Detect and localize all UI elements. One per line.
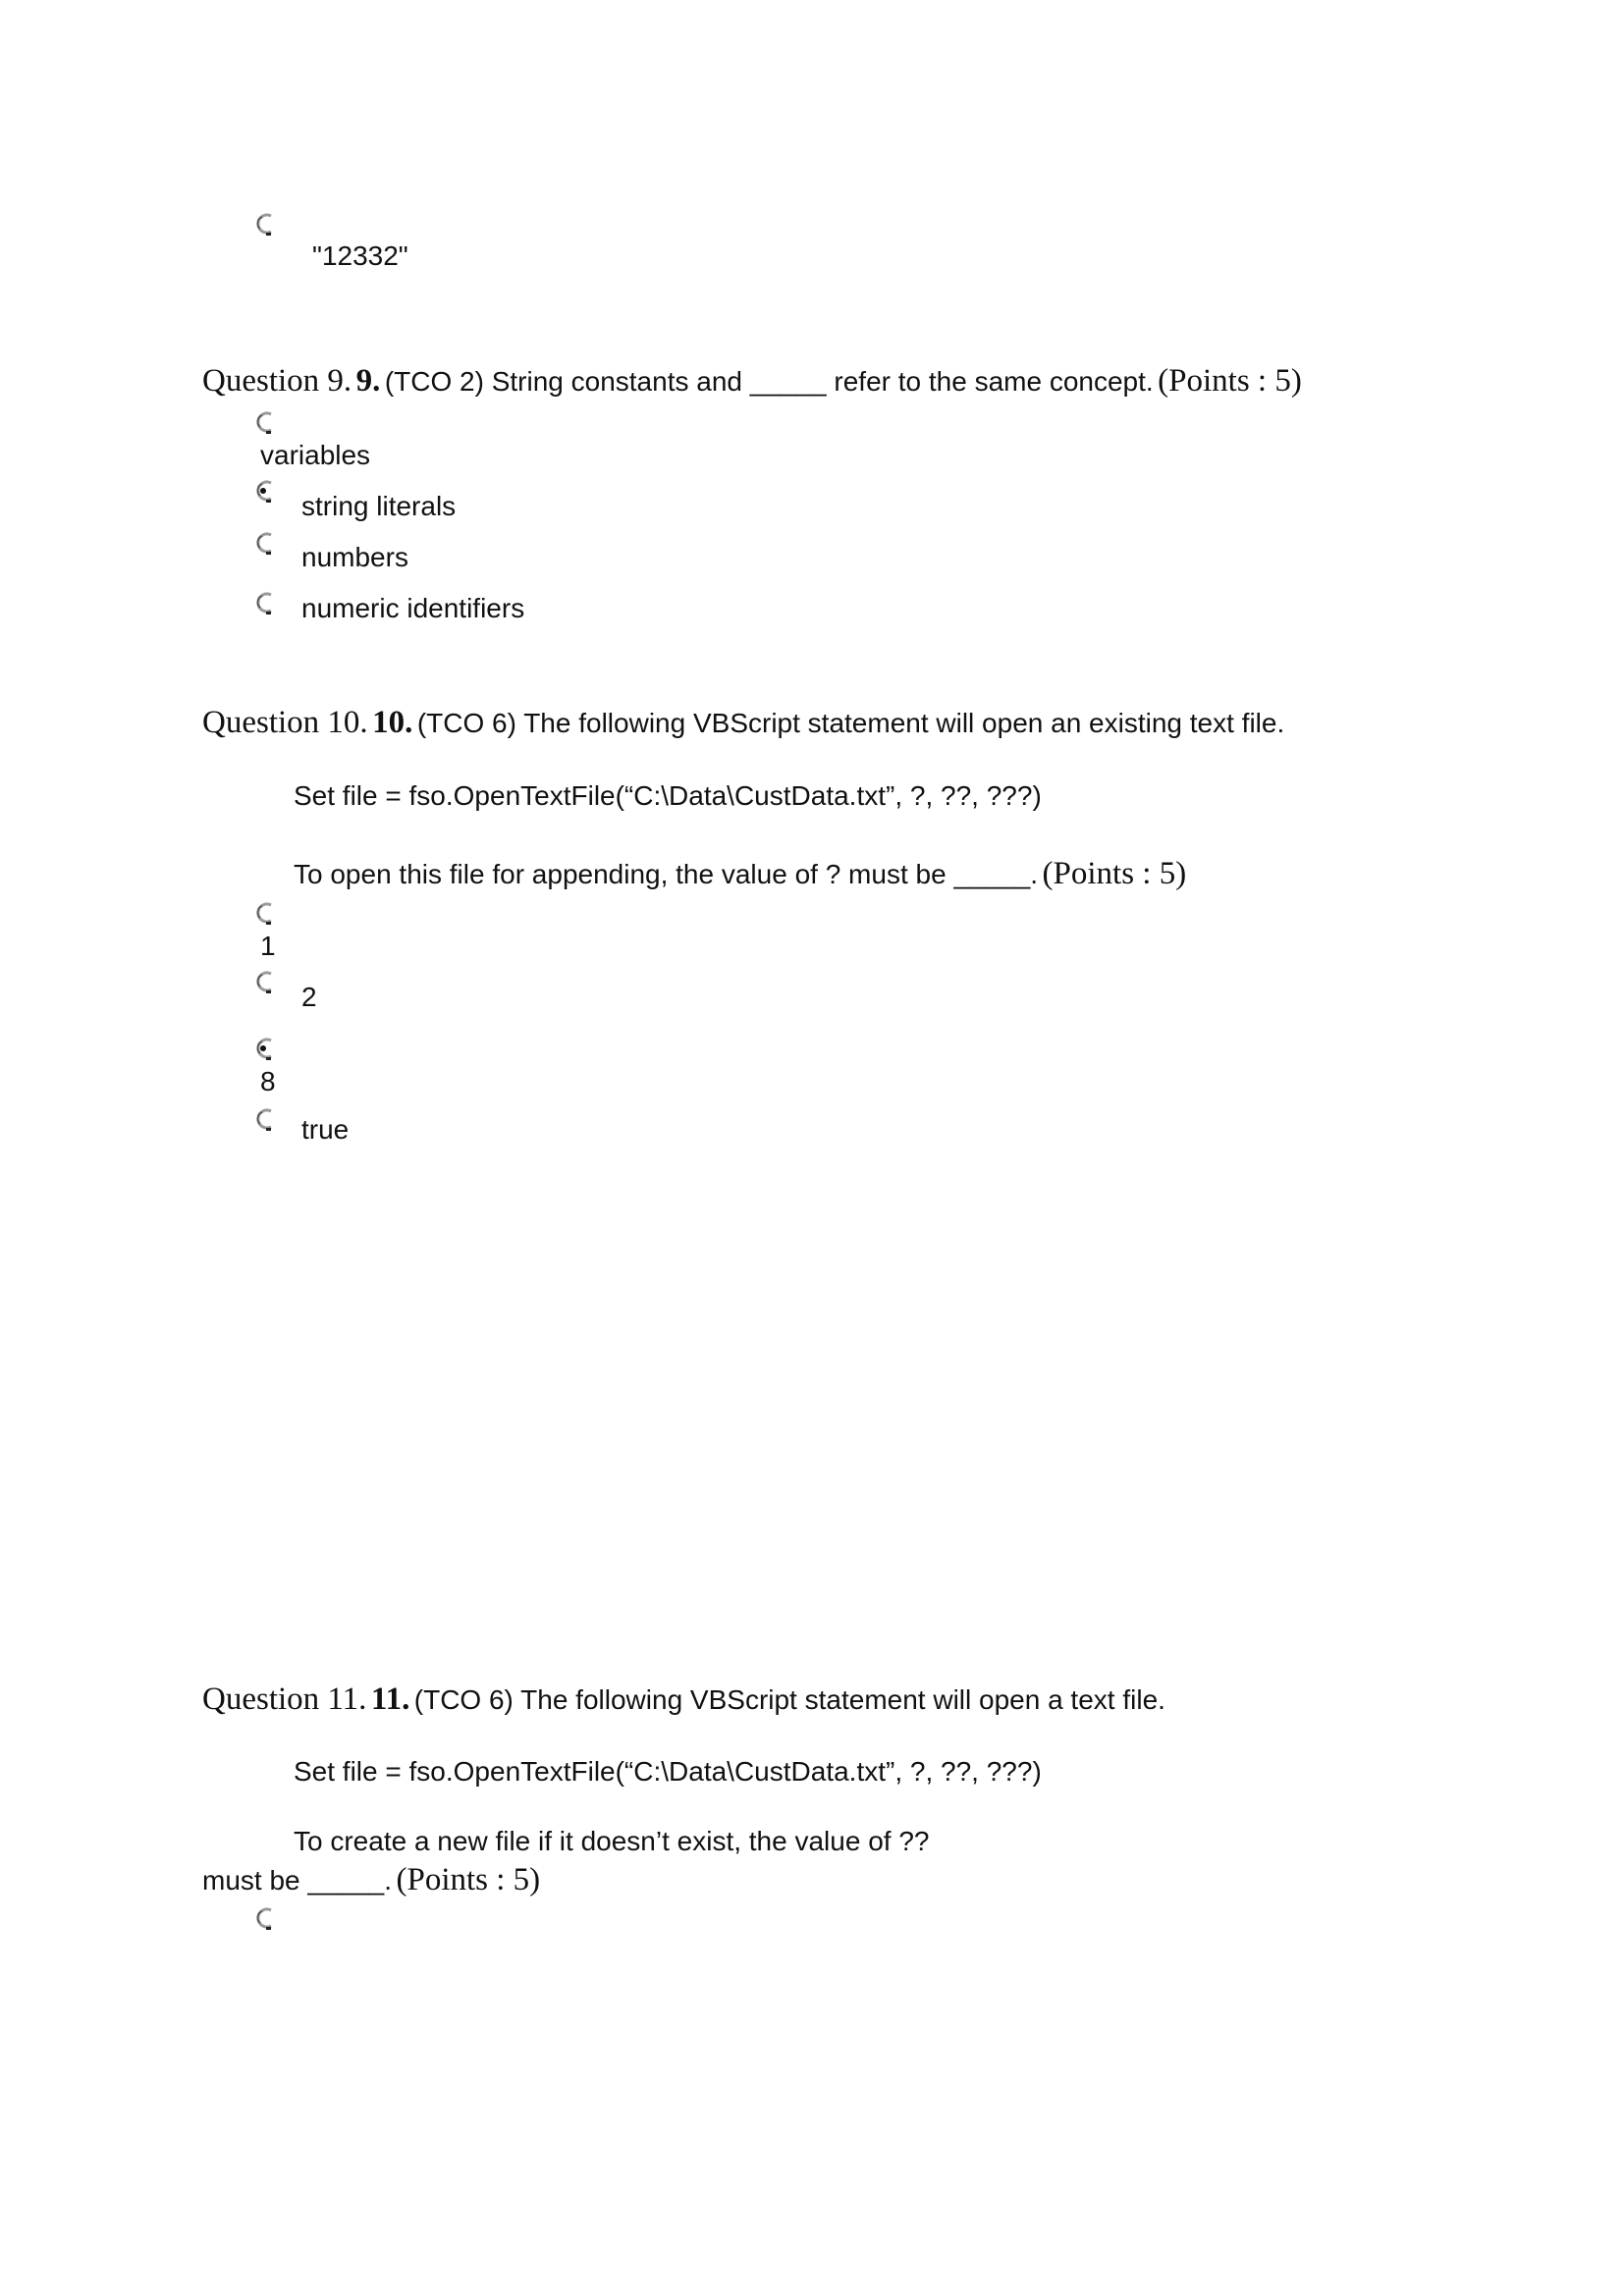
question-9-header [202,363,1302,400]
question-prompt: (TCO 6) The following VBScript statement will open a text file. [413,1684,1165,1715]
code-statement: Set file = fso.OpenTextFile(“C:\Data\CustData.txt”, ?, ??, ???) [294,1756,1042,1787]
radio-button[interactable] [251,1905,277,1931]
radio-button-selected[interactable] [251,478,277,504]
question-points: (Points : 5) [396,1862,541,1897]
radio-button[interactable] [251,969,277,994]
question-11-header [202,1682,1165,1718]
option-label: 8 [260,1066,276,1096]
question-prompt: (TCO 6) The following VBScript statement will open an existing text file. [416,708,1285,738]
option-label: numbers [301,542,408,572]
question-number: 10. [372,705,413,740]
question-points: (Points : 5) [1042,856,1187,891]
question-label: Question 9. [202,363,352,399]
question-label: Question 11. [202,1682,367,1717]
radio-button[interactable] [251,530,277,556]
option-label: 1 [260,931,276,961]
instruction-text: must be _____. [202,1865,393,1896]
option-label: "12332" [312,240,408,271]
question-10-header [202,705,1284,741]
radio-button[interactable] [251,211,277,237]
instruction-text: To open this file for appending, the value of ? must be _____. [294,859,1039,889]
code-statement: Set file = fso.OpenTextFile(“C:\Data\CustData.txt”, ?, ??, ???) [294,780,1042,811]
option-label: string literals [301,491,457,521]
option-label: 2 [301,982,317,1012]
option-label: variables [260,440,371,470]
radio-button-selected[interactable] [251,1036,277,1061]
option-label: true [301,1114,350,1145]
radio-button[interactable] [251,900,277,926]
instruction-text: To create a new file if it doesn’t exist, the value of ?? [294,1826,930,1856]
radio-button[interactable] [251,409,277,435]
option-label: numeric identifiers [301,593,525,623]
radio-button[interactable] [251,590,277,615]
question-instruction [294,856,1186,892]
question-points: (Points : 5) [1158,363,1302,399]
question-number: 11. [370,1682,410,1717]
question-label: Question 10. [202,705,368,740]
question-instruction [202,1862,540,1898]
question-number: 9. [355,363,381,399]
question-prompt: (TCO 2) String constants and _____ refer to the same concept. [384,366,1154,397]
radio-button[interactable] [251,1106,277,1132]
